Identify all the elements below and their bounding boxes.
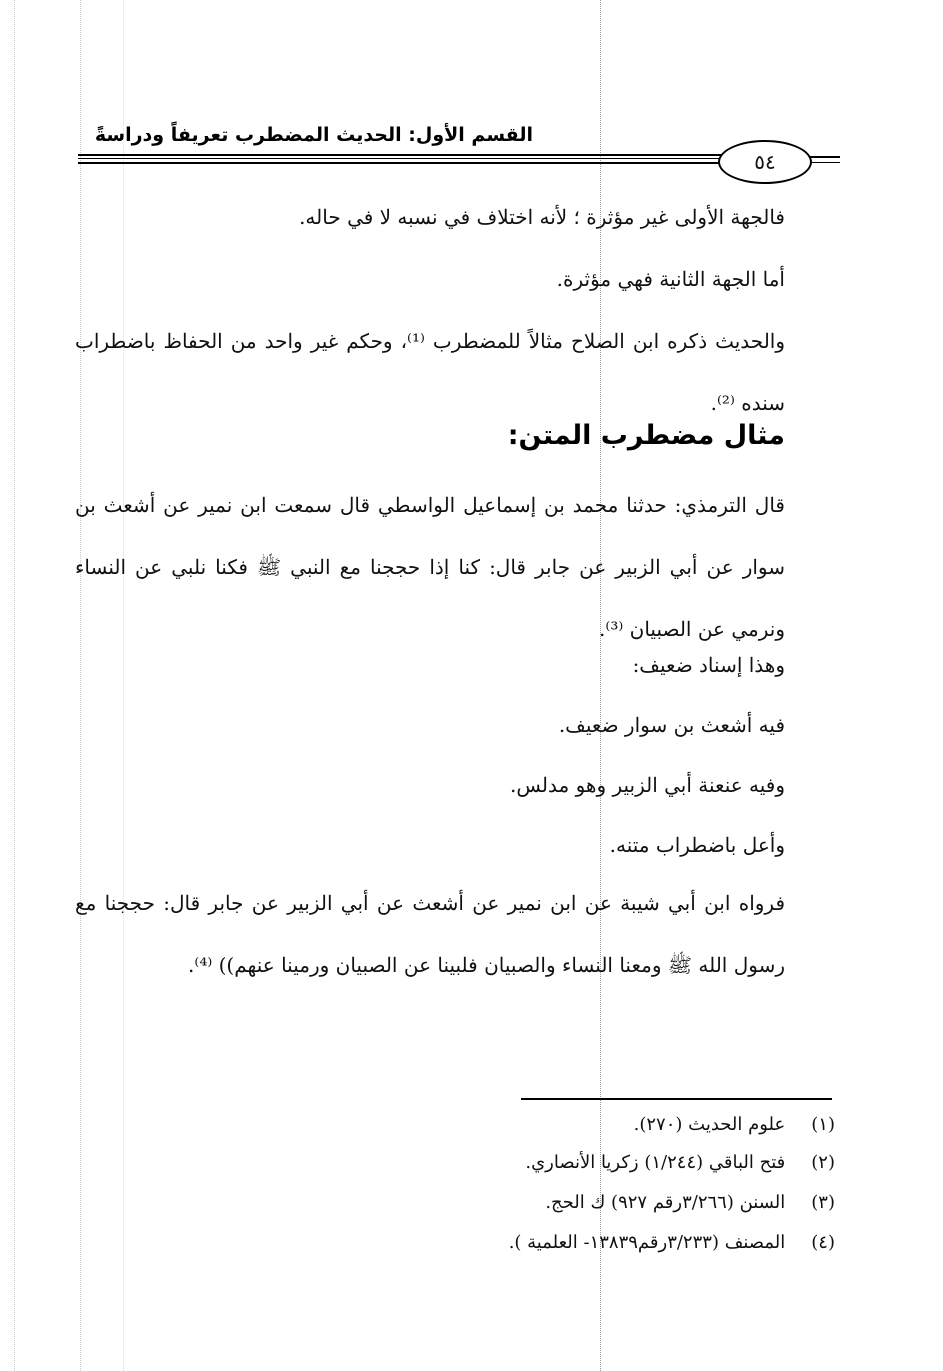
- footnote-item: [545, 1190, 835, 1216]
- header-rule: [78, 154, 728, 156]
- paragraph: وفيه عنعنة أبي الزبير وهو مدلس.: [510, 773, 785, 797]
- scan-guide-line: [80, 0, 81, 1371]
- footnote-item: [525, 1150, 835, 1176]
- page-number: ٥٤: [718, 140, 812, 184]
- paragraph: أما الجهة الثانية فهي مؤثرة.: [556, 267, 785, 291]
- footnote-text: المصنف (٣/٢٣٣رقم١٣٨٣٩- العلمية ).: [508, 1232, 786, 1253]
- paragraph: وأعل باضطراب متنه.: [609, 833, 785, 857]
- footnote-text: علوم الحديث (٢٧٠).: [633, 1114, 786, 1135]
- paragraph: قال الترمذي: حدثنا محمد بن إسماعيل الواسطي قال سمعت ابن نمير عن أشعث بن سوار عن أبي الزبير عن جابر قال: كنا إذا حججنا مع النبي ﷺ فكنا نلبي عن النساء ونرمي عن الصبيان ⁽³⁾.: [75, 493, 785, 641]
- footnote-text: السنن (٣/٢٦٦رقم ٩٢٧) ك الحج.: [545, 1192, 786, 1213]
- header-rule: [78, 158, 728, 159]
- footnote-number: (٢): [811, 1152, 835, 1173]
- footnote-number: (٤): [811, 1232, 835, 1253]
- header-rule: [78, 162, 728, 164]
- running-title: القسم الأول: الحديث المضطرب تعريفاً ودراسةً: [94, 124, 533, 146]
- paragraph: فالجهة الأولى غير مؤثرة ؛ لأنه اختلاف في نسبه لا في حاله.: [299, 205, 785, 229]
- footnote-item: [634, 1112, 835, 1138]
- section-heading: مثال مضطرب المتن:: [507, 420, 785, 451]
- paragraph: وهذا إسناد ضعيف:: [632, 653, 785, 677]
- footnote-number: (١): [811, 1114, 835, 1135]
- footnote-item: [509, 1230, 835, 1256]
- paragraph: والحديث ذكره ابن الصلاح مثالاً للمضطرب ⁽¹⁾، وحكم غير واحد من الحفاظ باضطراب سنده ⁽²⁾.: [75, 329, 786, 415]
- footnote-number: (٣): [811, 1192, 835, 1213]
- paragraph: فيه أشعث بن سوار ضعيف.: [558, 713, 785, 737]
- footnote-text: فتح الباقي (١/٢٤٤) زكريا الأنصاري.: [525, 1152, 786, 1173]
- scan-guide-line: [14, 0, 15, 1371]
- footnote-separator: [521, 1098, 832, 1100]
- paragraph: فرواه ابن أبي شيبة عن ابن نمير عن أشعث عن أبي الزبير عن جابر قال: حججنا مع رسول الله ﷺ ومعنا النساء والصبيان فلبينا عن الصبيان ورمينا عنهم)) ⁽⁴⁾.: [75, 891, 785, 977]
